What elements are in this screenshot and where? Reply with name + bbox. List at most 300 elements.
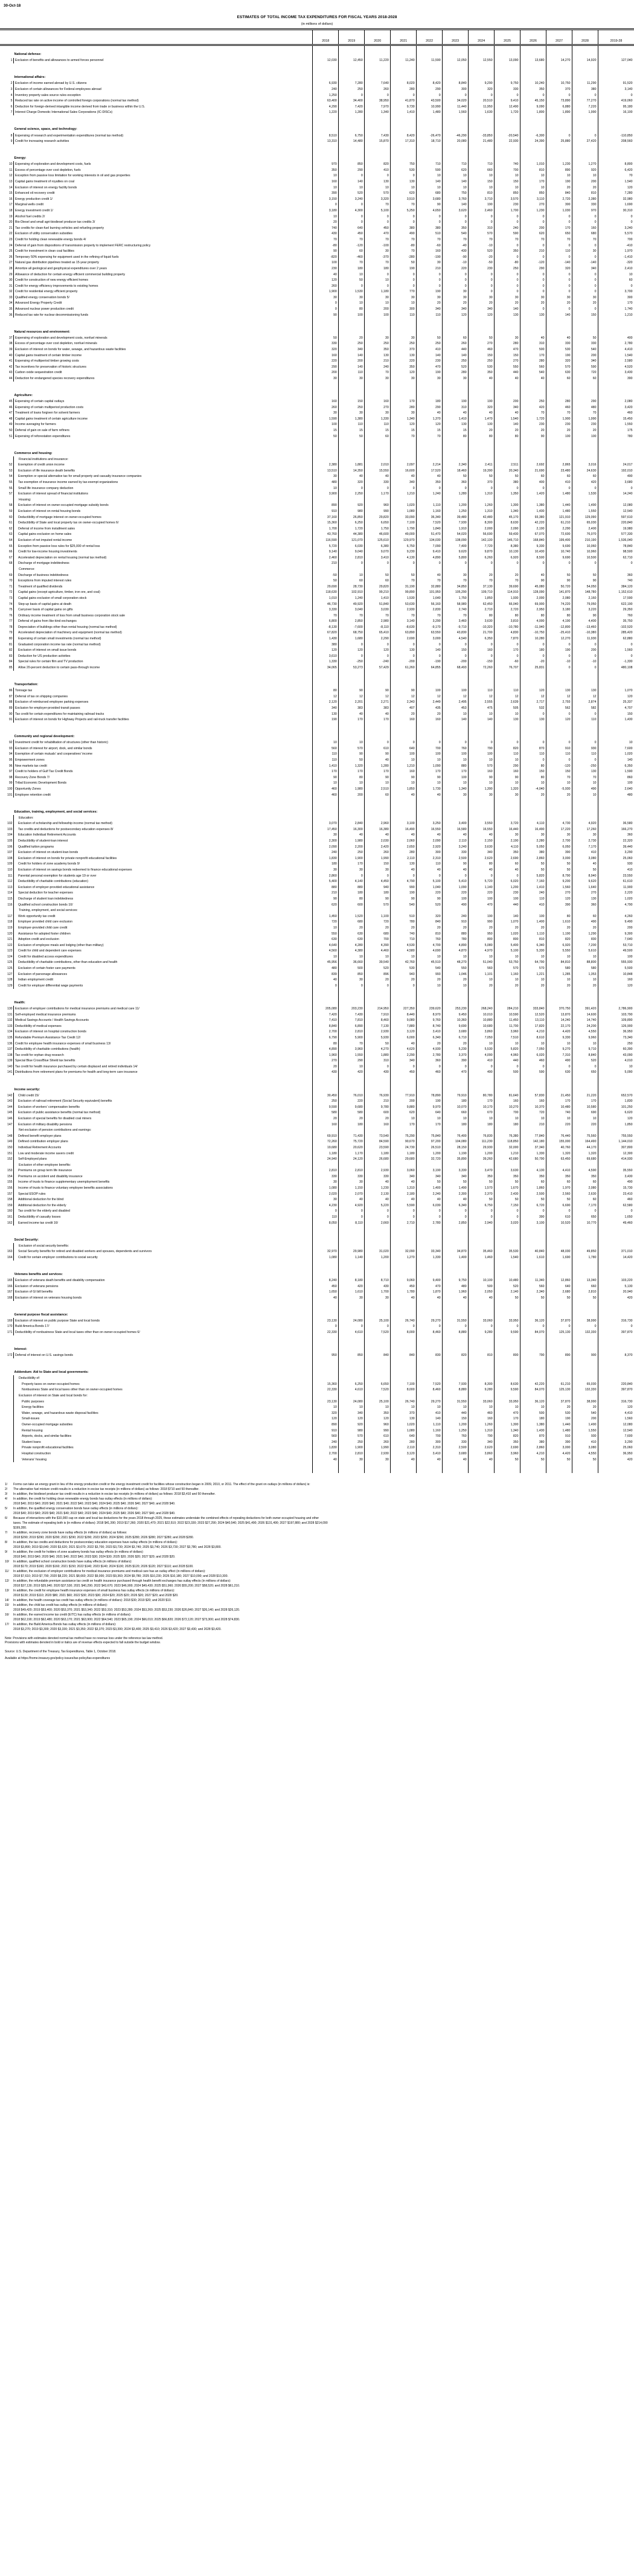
value-cell-2018: 1,430 — [313, 636, 339, 642]
value-cell — [520, 51, 546, 58]
value-cell — [443, 1358, 469, 1364]
value-cell-2020: 570 — [365, 902, 391, 908]
value-cell — [572, 51, 598, 58]
row-number: 62 — [8, 526, 13, 531]
value-cell-2024: 30 — [469, 295, 495, 301]
value-cell — [520, 126, 546, 133]
value-cell — [469, 439, 495, 444]
value-cell-2022: -190 — [417, 254, 443, 260]
value-cell-2019-28: 2,220 — [598, 890, 634, 896]
table-row — [0, 347, 634, 353]
value-cell — [391, 907, 417, 913]
value-cell-2023: 0 — [443, 214, 469, 220]
value-cell — [469, 1393, 495, 1399]
value-cell-2023: 430 — [443, 248, 469, 254]
value-cell — [417, 1393, 443, 1399]
value-cell-2018: 10 — [313, 954, 339, 960]
value-cell-2020: 330 — [365, 1174, 391, 1180]
table-row — [0, 884, 634, 890]
value-cell-2019-28: 700 — [598, 237, 634, 243]
value-cell-2019: 180 — [339, 1122, 365, 1128]
value-cell — [520, 155, 546, 162]
value-cell-2024: 51,040 — [469, 960, 495, 966]
footnote-item — [5, 1570, 629, 1574]
value-cell — [417, 1301, 443, 1306]
table-row — [0, 820, 634, 826]
value-cell — [495, 994, 520, 1000]
value-cell-2020: 5,930 — [365, 1035, 391, 1041]
value-cell-2018: 290 — [313, 364, 339, 370]
value-cell-2018: 10 — [313, 781, 339, 787]
value-cell-2018: 3,150 — [313, 196, 339, 202]
value-cell-2028: 79,050 — [572, 601, 598, 607]
value-cell — [391, 1162, 417, 1168]
row-number: 32 — [8, 290, 13, 294]
value-cell-2019-28: 1,740 — [598, 306, 634, 312]
value-cell-2028: 10 — [572, 781, 598, 787]
table-row — [0, 254, 634, 260]
value-cell-2022: 110 — [417, 312, 443, 318]
value-cell-2027: 9,330 — [546, 1035, 572, 1041]
value-cell-2019: 9,040 — [339, 549, 365, 555]
value-cell-2028: 580 — [572, 965, 598, 971]
value-cell — [495, 1364, 520, 1369]
table-row — [0, 1058, 634, 1064]
value-cell-2026: 560 — [520, 1283, 546, 1290]
section-heading: Transportation: — [14, 683, 39, 687]
value-cell-2019: 30 — [339, 1295, 365, 1301]
value-cell-2019: 8,110 — [339, 1220, 365, 1226]
value-cell — [443, 797, 469, 803]
row-number: 105 — [7, 839, 13, 843]
footnote-item — [5, 1603, 629, 1608]
value-cell-2020: 2,980 — [365, 618, 391, 624]
value-cell-2027: 6,880 — [546, 104, 572, 110]
value-cell-2019: 71,430 — [339, 1133, 365, 1139]
value-cell — [572, 1236, 598, 1243]
value-cell-2026: 150 — [520, 769, 546, 775]
value-cell-2019: 2,070 — [339, 1191, 365, 1197]
value-cell — [365, 115, 391, 121]
value-cell — [313, 1358, 339, 1364]
value-cell-2027: 10,520 — [546, 1220, 572, 1226]
value-cell-2026: 1,860 — [520, 1185, 546, 1191]
value-cell-2025: 45,170 — [495, 514, 520, 520]
value-cell — [469, 1236, 495, 1243]
spacer-row — [0, 989, 634, 994]
value-cell — [469, 1369, 495, 1376]
value-cell-2018: 3,180 — [313, 208, 339, 214]
value-cell-2019-28: 3,290 — [598, 849, 634, 855]
provision-label: Discharge of business indebtedness — [14, 572, 313, 578]
value-cell-2021: 61,260 — [391, 665, 417, 671]
value-cell-2025: 110 — [495, 688, 520, 694]
table-row — [0, 925, 634, 931]
value-cell-2028: 290 — [572, 398, 598, 404]
value-cell-2019-28: 91,520 — [598, 81, 634, 87]
value-cell-2022: 1,330 — [417, 1254, 443, 1261]
value-cell-2019: 4,380 — [339, 948, 365, 954]
footnote-number — [5, 1565, 13, 1570]
value-cell-2026: 168,840 — [520, 537, 546, 543]
value-cell-2026: 0 — [520, 561, 546, 567]
value-cell-2021: 1,080 — [391, 508, 417, 514]
value-cell-2023: 3,400 — [443, 820, 469, 826]
value-cell — [391, 1468, 417, 1473]
value-cell-2026: 560 — [520, 364, 546, 370]
row-number-cell — [0, 450, 14, 456]
value-cell-2021: 9,880 — [391, 1104, 417, 1110]
table-row — [0, 1104, 634, 1110]
value-cell-2025: 1,700 — [495, 208, 520, 214]
value-cell — [313, 1081, 339, 1086]
value-cell-2025: 1,540 — [495, 1254, 520, 1261]
value-cell-2026: 3,100 — [520, 1220, 546, 1226]
value-cell-2025: 180 — [495, 1122, 520, 1128]
value-cell-2019: 340 — [339, 347, 365, 353]
footnote-number: 2/ — [5, 1488, 8, 1492]
value-cell — [417, 382, 443, 387]
value-cell-2023: 0 — [443, 277, 469, 283]
value-cell — [365, 907, 391, 913]
value-cell — [391, 46, 417, 51]
value-cell — [572, 450, 598, 456]
value-cell-2027: 2,560 — [546, 1191, 572, 1197]
row-number: 37 — [8, 336, 13, 340]
value-cell — [495, 1236, 520, 1243]
value-cell-2019: 4,610 — [339, 1387, 365, 1393]
value-cell-2026: 40 — [520, 572, 546, 578]
value-cell — [365, 1261, 391, 1266]
value-cell-2025: 70 — [495, 578, 520, 584]
value-cell — [417, 1081, 443, 1086]
value-cell-2026: 1,330 — [520, 1151, 546, 1157]
column-header-2020: 2020 — [365, 37, 391, 44]
value-cell — [443, 1081, 469, 1086]
value-cell — [313, 1462, 339, 1468]
value-cell — [469, 387, 495, 392]
provision-label: Exclusion of interest on hospital construction bonds — [14, 1029, 313, 1035]
value-cell — [469, 1335, 495, 1341]
value-cell-2018: 50 — [313, 578, 339, 584]
value-cell — [313, 328, 339, 335]
value-cell — [546, 815, 572, 821]
value-cell-2018: 30 — [313, 833, 339, 839]
value-cell — [313, 155, 339, 162]
value-cell-2019-28: 0 — [598, 1209, 634, 1215]
value-cell-2018: 720 — [313, 919, 339, 925]
value-cell-2019: 70 — [339, 613, 365, 619]
provision-label: Expensing of certain small investments (normal tax method) — [14, 636, 313, 642]
value-cell — [469, 815, 495, 821]
row-number: 12 — [8, 174, 13, 178]
value-cell-2025: 22,930 — [495, 138, 520, 144]
table-row — [0, 370, 634, 376]
value-cell-2026: -4,040 — [520, 786, 546, 792]
provision-label: Qualified tuition programs — [14, 844, 313, 850]
value-cell-2026: 2,000 — [520, 595, 546, 601]
value-cell-2024: 21,700 — [469, 630, 495, 636]
value-cell-2019-28: 8,800 — [598, 161, 634, 167]
value-cell-2022: 0 — [417, 873, 443, 879]
value-cell — [391, 69, 417, 74]
value-cell-2020: 29,820 — [365, 584, 391, 590]
value-cell-2024: 0 — [469, 561, 495, 567]
value-cell-2027: 4,420 — [546, 1029, 572, 1035]
value-cell-2026: 240 — [520, 890, 546, 896]
value-cell — [417, 1162, 443, 1168]
value-cell-2020: 990 — [365, 1428, 391, 1434]
value-cell-2026: 5,820 — [520, 873, 546, 879]
value-cell-2025: 800 — [495, 936, 520, 942]
value-cell-2022: 40 — [417, 474, 443, 480]
value-cell-2028: 340 — [572, 358, 598, 364]
value-cell-2022: 2,449 — [417, 700, 443, 706]
value-cell — [313, 803, 339, 808]
spacer-row — [0, 382, 634, 387]
row-number: 109 — [7, 862, 13, 866]
row-number: 161 — [7, 1215, 13, 1219]
value-cell-2028: 1,290 — [572, 931, 598, 937]
value-cell-2019-28: 490 — [598, 1180, 634, 1186]
value-cell-2018: 2,020 — [313, 1191, 339, 1197]
table-row — [0, 838, 634, 844]
value-cell-2018: 2,810 — [313, 1168, 339, 1174]
footnote-item — [5, 1579, 629, 1584]
row-number: 163 — [7, 1250, 13, 1254]
value-cell-2019: 2,250 — [339, 491, 365, 497]
value-cell — [572, 115, 598, 121]
row-number: 140 — [7, 1064, 13, 1069]
value-cell-2020: 70 — [365, 202, 391, 208]
value-cell-2025: 0 — [495, 219, 520, 225]
value-cell — [417, 1462, 443, 1468]
value-cell-2022: 2,090 — [417, 838, 443, 844]
value-cell — [572, 1162, 598, 1168]
value-cell-2020: 30 — [365, 335, 391, 341]
value-cell-2023: 70 — [443, 578, 469, 584]
value-cell-2027: 14,270 — [546, 58, 572, 64]
value-cell-2023: 10 — [443, 781, 469, 787]
value-cell-2025: 5,820 — [495, 1046, 520, 1052]
value-cell-2021: 8,440 — [391, 1012, 417, 1018]
value-cell-2018: 160 — [313, 1122, 339, 1128]
value-cell-2021: 0 — [391, 740, 417, 746]
row-number: 99 — [8, 781, 13, 785]
provision-label: Tax exemption of insurance income earned by tax-exempt organizations — [14, 479, 313, 485]
value-cell — [546, 671, 572, 676]
value-cell — [313, 115, 339, 121]
value-cell-2019: 4,920 — [339, 1203, 365, 1209]
provision-label: Exclusion of interest on veterans housing bonds — [14, 1295, 313, 1301]
spacer-row — [0, 728, 634, 733]
value-cell — [469, 1266, 495, 1271]
value-cell-2022: 10,990 — [417, 104, 443, 110]
value-cell — [546, 46, 572, 51]
row-number: 26 — [8, 255, 13, 259]
value-cell-2021: 5,250 — [391, 208, 417, 214]
table-row — [0, 1041, 634, 1047]
value-cell-2019-28: 109,890 — [598, 1017, 634, 1023]
value-cell — [365, 318, 391, 323]
value-cell-2023: 100 — [443, 752, 469, 758]
value-cell-2023: 15 — [443, 427, 469, 433]
provision-label: Deferral of gain from dispositions of transmission property to implement FERC restructuring policy — [14, 243, 313, 249]
value-cell-2019: 0 — [339, 202, 365, 208]
table-row — [0, 1254, 634, 1261]
value-cell-2026: -10,750 — [520, 630, 546, 636]
value-cell-2028: 20 — [572, 983, 598, 989]
value-cell-2028: 2,810 — [572, 1289, 598, 1295]
value-cell-2019-28: 0 — [598, 653, 634, 659]
value-cell-2020: 3,320 — [365, 196, 391, 202]
value-cell-2025: 2,690 — [495, 1445, 520, 1451]
value-cell-2024: 10,100 — [469, 1277, 495, 1283]
row-number: 24 — [8, 243, 13, 248]
value-cell-2018: 70 — [313, 613, 339, 619]
value-cell-2027: 23,480 — [546, 468, 572, 474]
value-cell-2020: 20 — [365, 977, 391, 983]
value-cell-2023: 470 — [443, 1070, 469, 1076]
value-cell-2020: 0 — [365, 1064, 391, 1070]
row-number: 119 — [7, 925, 13, 930]
value-cell-2027: 141,870 — [546, 590, 572, 596]
table-row — [0, 572, 634, 578]
value-cell-2028: 0 — [572, 740, 598, 746]
value-cell-2023: 340 — [443, 1174, 469, 1180]
provision-label: Excess of percentage over cost depletion, fuels — [14, 167, 313, 173]
value-cell-2018: 0 — [313, 1209, 339, 1215]
value-cell-2019-28: 4,707 — [598, 705, 634, 711]
value-cell-2023: 0 — [443, 272, 469, 278]
value-cell-2025: 570 — [495, 965, 520, 971]
value-cell — [391, 676, 417, 682]
footnote-text: 2018 $3,270; 2019 $3,300; 2020 $3,330; 2021 $3,350; 2022 $3,370; 2023 $3,390; 2024 $3,400; 2025 $3,410; 2026 $3,420; 2027 $3,430; and 2028 $3,420. — [13, 1628, 222, 1632]
value-cell-2021: 4,620 — [391, 1046, 417, 1052]
value-cell — [572, 1346, 598, 1353]
value-cell — [469, 155, 495, 162]
provision-label: Expensing of certain multiperiod production costs — [14, 404, 313, 411]
table-row — [0, 717, 634, 723]
value-cell-2024: 10 — [469, 757, 495, 763]
value-cell — [443, 1243, 469, 1249]
table-row — [0, 1457, 634, 1463]
value-cell-2019-28: 15,730 — [598, 1185, 634, 1191]
value-cell-2020: 8,710 — [365, 1277, 391, 1283]
value-cell-2021: 943 — [391, 971, 417, 977]
value-cell-2020: 57,429 — [365, 665, 391, 671]
value-cell-2026: 25,831 — [520, 665, 546, 671]
table-row — [0, 427, 634, 433]
provision-label: Opportunity Zones — [14, 786, 313, 792]
value-cell-2024: 2,555 — [469, 700, 495, 706]
value-cell-2022: 1,480 — [417, 110, 443, 116]
row-label-cell — [14, 121, 313, 126]
value-cell-2025: 520 — [495, 1283, 520, 1290]
value-cell — [572, 1341, 598, 1346]
value-cell — [572, 1261, 598, 1266]
row-number: 145 — [7, 1111, 13, 1115]
row-number-cell — [0, 69, 14, 74]
value-cell-2020: 125,610 — [365, 537, 391, 543]
value-cell — [443, 115, 469, 121]
row-number: 108 — [7, 856, 13, 860]
value-cell-2028: 9,710 — [572, 1046, 598, 1052]
value-cell — [495, 1358, 520, 1364]
value-cell-2021: 380 — [391, 225, 417, 231]
value-cell-2024: 0 — [469, 740, 495, 746]
row-number: 10 — [8, 162, 13, 167]
value-cell-2027: 530 — [546, 1410, 572, 1416]
row-number: 103 — [7, 827, 13, 831]
value-cell — [495, 676, 520, 682]
value-cell — [469, 51, 495, 58]
section-row — [0, 682, 634, 688]
row-number-cell — [0, 1306, 14, 1312]
value-cell — [572, 1369, 598, 1376]
value-cell — [598, 69, 634, 74]
row-number: 82 — [8, 648, 13, 653]
value-cell — [469, 328, 495, 335]
value-cell-2020: 30 — [365, 867, 391, 873]
value-cell-2025: 2,090 — [495, 526, 520, 532]
value-cell-2019: 5,900 — [339, 1035, 365, 1041]
value-cell-2020: 430 — [365, 1070, 391, 1076]
value-cell-2027: 370 — [546, 86, 572, 92]
value-cell-2018: 480 — [313, 965, 339, 971]
value-cell-2021: 340 — [391, 1058, 417, 1064]
value-cell-2023: 40 — [443, 867, 469, 873]
value-cell-2026: 10,370 — [520, 1104, 546, 1110]
value-cell — [520, 1226, 546, 1231]
value-cell — [365, 1364, 391, 1369]
value-cell-2024: 3,470 — [469, 1168, 495, 1174]
value-cell-2024: 40 — [469, 410, 495, 416]
value-cell-2028: 0 — [572, 485, 598, 491]
value-cell-2021: 7,100 — [391, 1381, 417, 1387]
provision-label: Premiums on accident and disability insurance — [14, 1174, 313, 1180]
value-cell-2020: 1,990 — [365, 1445, 391, 1451]
value-cell-2021: 24,730 — [391, 1145, 417, 1151]
value-cell-2028: 150 — [572, 312, 598, 318]
value-cell-2018: 5,720 — [313, 543, 339, 549]
section-row — [0, 155, 634, 162]
table-row — [0, 358, 634, 364]
provision-label: Credit for child and dependent care expenses — [14, 948, 313, 954]
value-cell-2020: 120 — [365, 647, 391, 653]
column-header-2028: 2028 — [572, 37, 598, 44]
value-cell — [313, 1312, 339, 1318]
value-cell — [572, 323, 598, 328]
table-row — [0, 289, 634, 295]
value-cell-2024: 1,101 — [469, 971, 495, 977]
date-stamp: 30-Oct-18 — [4, 4, 21, 8]
provision-label: Capital gains (except agriculture, timber, iron ore, and coal) — [14, 590, 313, 596]
value-cell-2019-28: 10 — [598, 272, 634, 278]
value-cell-2024: 810 — [469, 190, 495, 196]
value-cell-2026: 1,610 — [520, 1254, 546, 1261]
row-label-cell — [14, 144, 313, 150]
value-cell — [469, 907, 495, 913]
value-cell — [417, 456, 443, 462]
table-row — [0, 971, 634, 977]
value-cell-2028: 0 — [572, 289, 598, 295]
row-number: 89 — [8, 706, 13, 710]
value-cell-2019-28: 95,180 — [598, 104, 634, 110]
value-cell-2025: 50 — [495, 1295, 520, 1301]
provision-label: Empowerment zones — [14, 757, 313, 763]
value-cell-2019-28: 390 — [598, 376, 634, 382]
